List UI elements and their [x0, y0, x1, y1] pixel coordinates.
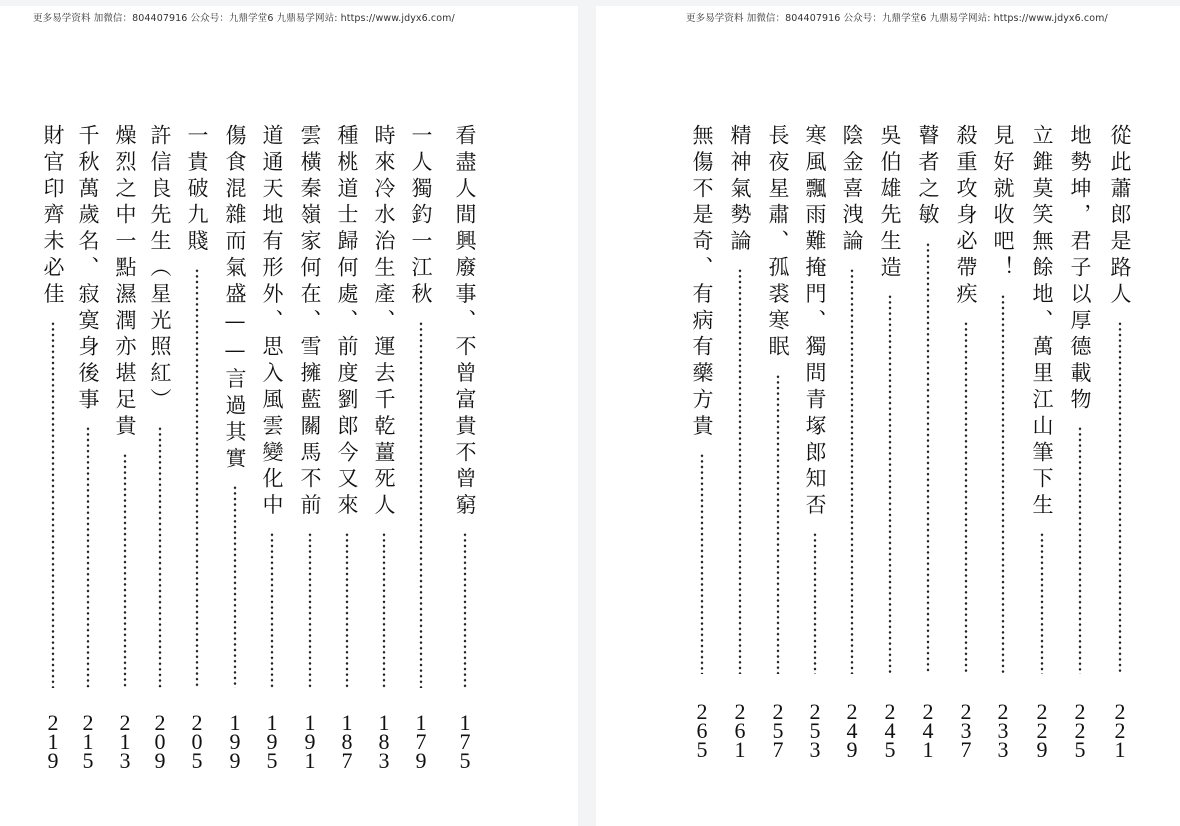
toc-entry[interactable] — [182, 124, 212, 256]
toc-page-number: 2 6 5 — [696, 699, 708, 762]
toc-entry[interactable] — [1065, 124, 1095, 414]
dot-leader — [925, 242, 931, 674]
toc-entry[interactable] — [450, 124, 480, 520]
dot-leader — [963, 321, 969, 674]
toc-entry-title: 陰金喜洩論 — [840, 124, 864, 256]
dot-leader — [737, 268, 743, 674]
toc-entry-title: 種桃道士歸何處、前度劉郎今又來 — [335, 124, 359, 520]
toc-page-number: 1 8 7 — [341, 710, 353, 773]
dot-leader — [307, 532, 313, 688]
toc-entry[interactable] — [875, 124, 905, 282]
toc-entry[interactable] — [145, 124, 175, 414]
dot-leader — [462, 532, 468, 688]
toc-entry-title: 立錐莫笑無餘地、萬里江山筆下生 — [1030, 124, 1054, 520]
dot-leader — [85, 426, 91, 688]
toc-page-number: 2 1 9 — [47, 710, 59, 773]
toc-entry[interactable] — [951, 124, 981, 309]
toc-page-number: 2 0 9 — [154, 710, 166, 773]
toc-entry[interactable] — [110, 124, 140, 441]
dot-leader — [344, 532, 350, 688]
toc-entry-title: 傷食混雜而氣盛——言過其實 — [223, 124, 247, 474]
toc-page-number: 1 8 3 — [378, 710, 390, 773]
toc-entry[interactable] — [687, 124, 717, 441]
toc-entry-title: 無傷不是奇、有病有藥方貴 — [690, 124, 714, 441]
toc-entry-title: 道通天地有形外、思入風雲變化中 — [260, 124, 284, 520]
toc-entry[interactable] — [763, 124, 793, 362]
toc-entry-title: 一人獨釣一江秋 — [409, 124, 433, 309]
toc-page-number: 2 4 1 — [922, 699, 934, 762]
page-header-watermark: 更多易学资料 加微信：804407916 公众号：九鼎学堂6 九鼎易学网站: https://www.jdyx6.com/ — [686, 13, 1108, 24]
dot-leader — [1077, 426, 1083, 674]
toc-page-number: 1 9 9 — [229, 710, 241, 773]
toc-entry-title: 時來冷水治生產、運去千乾薑死人 — [372, 124, 396, 520]
toc-entry-title: 精神氣勢論 — [728, 124, 752, 256]
toc-entry[interactable] — [837, 124, 867, 256]
toc-entry-title: 長夜星肅、孤裘寒眠 — [766, 124, 790, 362]
toc-entry[interactable] — [988, 124, 1018, 282]
toc-entry[interactable] — [725, 124, 755, 256]
toc-page-number: 2 6 1 — [734, 699, 746, 762]
toc-entry-title: 許信良先生（星光照紅） — [148, 124, 172, 415]
toc-page-number: 2 2 5 — [1074, 699, 1086, 762]
dot-leader — [157, 426, 163, 688]
toc-entry[interactable] — [800, 124, 830, 520]
toc-entry-title: 寒風飄雨難掩門、獨問青塚郎知否 — [803, 124, 827, 520]
toc-page-number: 1 7 5 — [459, 710, 471, 773]
toc-entry[interactable] — [369, 124, 399, 520]
toc-entry-title: 從此蕭郎是路人 — [1108, 124, 1132, 309]
toc-entry[interactable] — [73, 124, 103, 414]
toc-page-number: 2 0 5 — [191, 710, 203, 773]
toc-entry-title: 雲橫秦嶺家何在、雪擁藍關馬不前 — [298, 124, 322, 520]
toc-page-number: 2 4 5 — [884, 699, 896, 762]
dot-leader — [269, 532, 275, 688]
toc-page-number: 1 7 9 — [415, 710, 427, 773]
dot-leader — [194, 268, 200, 688]
toc-entry-title: 地勢坤，君子以厚德載物 — [1068, 124, 1092, 415]
dot-leader — [849, 268, 855, 674]
dot-leader — [232, 485, 238, 688]
dot-leader — [775, 374, 781, 674]
dot-leader — [887, 294, 893, 674]
dot-leader — [418, 321, 424, 688]
toc-entry-title: 一貴破九賤 — [185, 124, 209, 256]
toc-entry[interactable] — [1105, 124, 1135, 309]
dot-leader — [122, 453, 128, 688]
toc-entry-title: 燥烈之中一點濕潤亦堪足貴 — [113, 124, 137, 441]
toc-page-number: 2 5 7 — [772, 699, 784, 762]
toc-page-number: 2 3 7 — [960, 699, 972, 762]
page-header-watermark: 更多易学资料 加微信：804407916 公众号：九鼎学堂6 九鼎易学网站: https://www.jdyx6.com/ — [33, 13, 455, 24]
toc-page-left — [0, 6, 578, 826]
toc-page-number: 2 4 9 — [846, 699, 858, 762]
toc-entry-title: 吳伯雄先生造 — [878, 124, 902, 283]
toc-entry[interactable] — [257, 124, 287, 520]
toc-entry[interactable] — [220, 124, 250, 473]
toc-entry[interactable] — [913, 124, 943, 230]
toc-page-number: 2 2 9 — [1036, 699, 1048, 762]
toc-entry[interactable] — [1027, 124, 1057, 520]
toc-entry[interactable] — [332, 124, 362, 520]
toc-entry-title: 看盡人間興廢事、不曾富貴不曾窮 — [453, 124, 477, 520]
toc-page-number: 2 1 5 — [82, 710, 94, 773]
toc-entry-title: 殺重攻身必帶疾 — [954, 124, 978, 309]
dot-leader — [381, 532, 387, 688]
toc-entry-title: 千秋萬歲名、寂寞身後事 — [76, 124, 100, 415]
toc-page-number: 2 2 1 — [1114, 699, 1126, 762]
toc-entry[interactable] — [295, 124, 325, 520]
dot-leader — [50, 321, 56, 688]
toc-page-number: 2 3 3 — [997, 699, 1009, 762]
toc-page-right — [596, 6, 1180, 826]
toc-entry-title: 瞽者之敏 — [916, 124, 940, 230]
toc-entry-title: 財官印齊未必佳 — [41, 124, 65, 309]
dot-leader — [812, 532, 818, 674]
toc-entry-title: 見好就收吧！ — [991, 124, 1015, 283]
toc-page-number: 1 9 1 — [304, 710, 316, 773]
dot-leader — [699, 453, 705, 674]
toc-entry[interactable] — [406, 124, 436, 309]
toc-page-number: 1 9 5 — [266, 710, 278, 773]
toc-page-number: 2 5 3 — [809, 699, 821, 762]
toc-page-number: 2 1 3 — [119, 710, 131, 773]
dot-leader — [1000, 294, 1006, 674]
dot-leader — [1039, 532, 1045, 674]
dot-leader — [1117, 321, 1123, 674]
toc-entry[interactable] — [38, 124, 68, 309]
